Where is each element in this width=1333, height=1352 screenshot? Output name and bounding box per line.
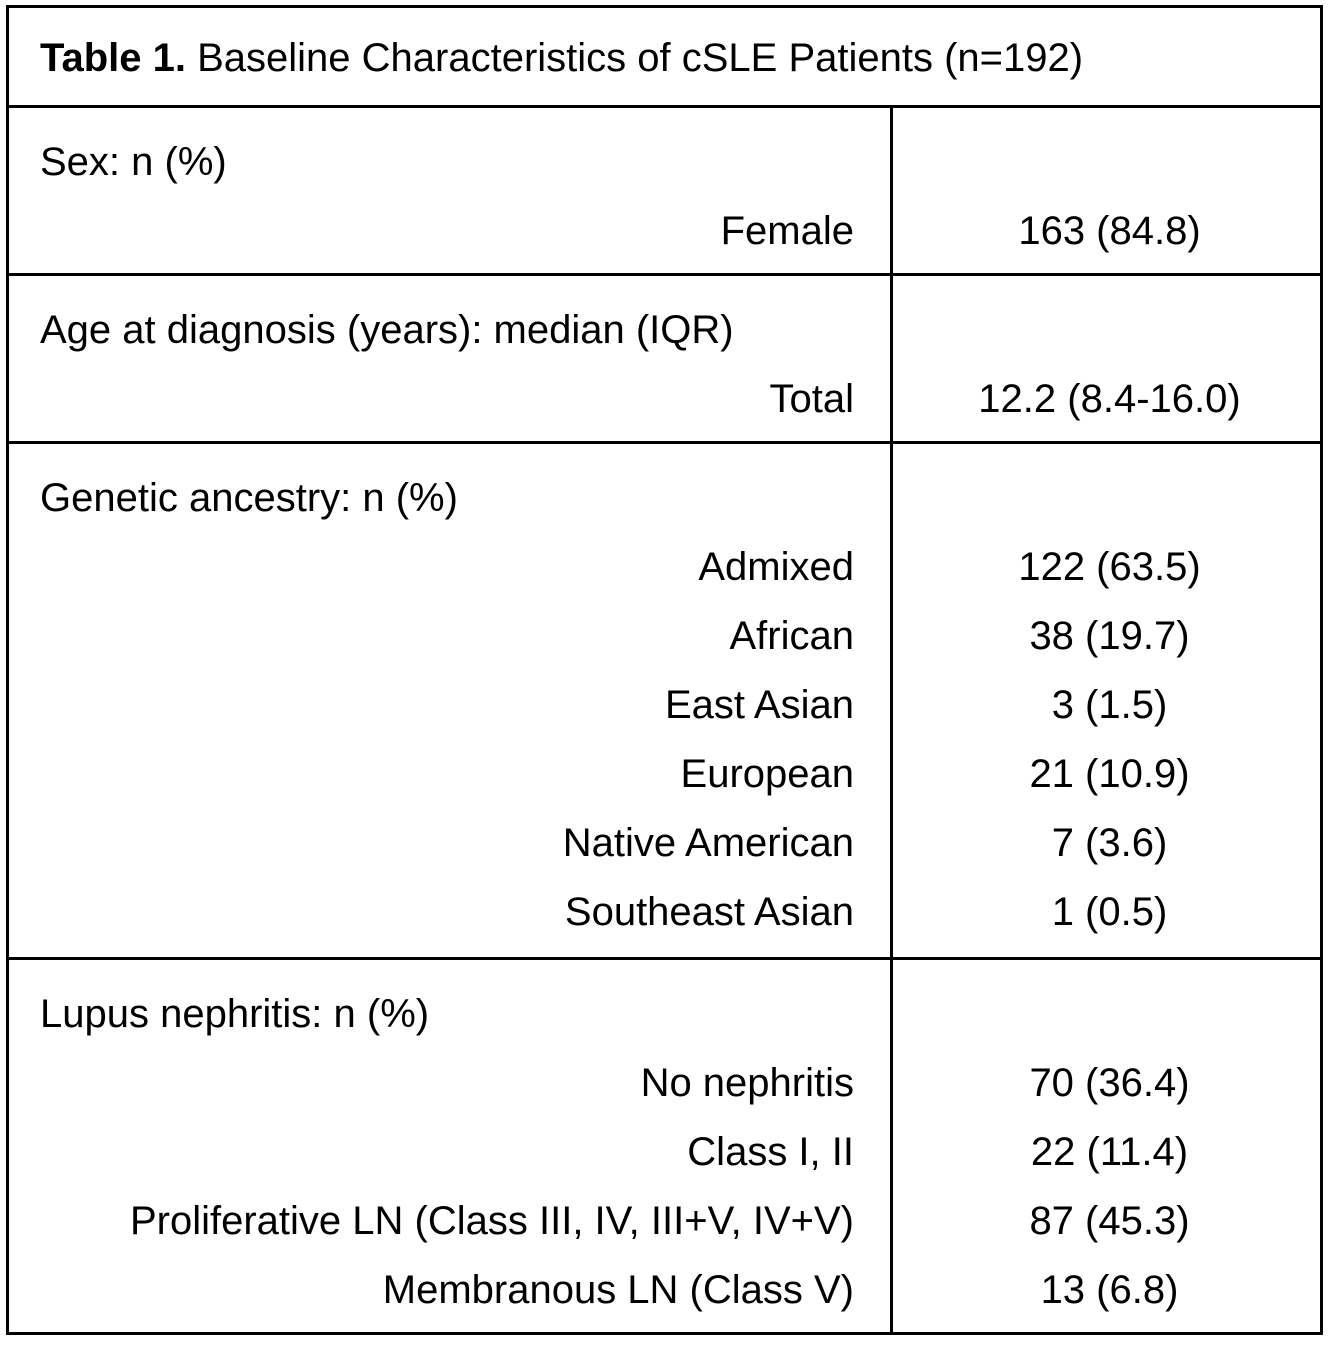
- row-label: Class I, II: [687, 1130, 854, 1174]
- row-label: Female: [720, 209, 854, 253]
- section-heading-row: [9, 128, 1320, 197]
- table-caption: [9, 8, 1320, 108]
- row-label: European: [680, 752, 854, 796]
- table-row: [9, 197, 1320, 266]
- row-value: 21 (10.9): [1029, 752, 1190, 796]
- row-value: 7 (3.6): [1051, 821, 1168, 865]
- table-caption-label: Table 1.: [40, 36, 186, 80]
- section-heading-row: [9, 296, 1320, 365]
- section-heading-row: [9, 980, 1320, 1049]
- table-caption-text: Baseline Characteristics of cSLE Patients (n=192): [185, 36, 1084, 80]
- table-row: [9, 809, 1320, 878]
- row-value: 22 (11.4): [1030, 1130, 1189, 1174]
- section-genetic-ancestry: [9, 444, 1320, 960]
- row-value: 122 (63.5): [1018, 545, 1201, 589]
- table-row: [9, 671, 1320, 740]
- row-value: 1 (0.5): [1051, 890, 1168, 934]
- row-label: African: [729, 614, 854, 658]
- row-label: East Asian: [664, 683, 854, 727]
- section-heading: Lupus nephritis: n (%): [40, 992, 430, 1036]
- table-row: [9, 365, 1320, 434]
- row-label: Native American: [562, 821, 854, 865]
- section-heading: Sex: n (%): [40, 140, 227, 184]
- table-row: [9, 533, 1320, 602]
- row-label: Southeast Asian: [564, 890, 854, 934]
- table-row: [9, 602, 1320, 671]
- row-label: Proliferative LN (Class III, IV, III+V, IV+V): [129, 1199, 854, 1243]
- row-label: Membranous LN (Class V): [382, 1268, 854, 1312]
- table-row: [9, 1256, 1320, 1325]
- row-value: 163 (84.8): [1018, 209, 1201, 253]
- section-heading-row: [9, 464, 1320, 533]
- section-heading: Age at diagnosis (years): median (IQR): [40, 308, 734, 352]
- section-lupus-nephritis: [9, 960, 1320, 1332]
- row-label: Admixed: [698, 545, 854, 589]
- table-row: [9, 740, 1320, 809]
- section-age: [9, 276, 1320, 444]
- row-value: 3 (1.5): [1051, 683, 1168, 727]
- section-sex: [9, 108, 1320, 276]
- row-value: 12.2 (8.4-16.0): [978, 377, 1241, 421]
- table-row: [9, 1187, 1320, 1256]
- characteristics-table: [6, 5, 1323, 1335]
- row-label: No nephritis: [640, 1061, 854, 1105]
- row-label: Total: [769, 377, 854, 421]
- row-value: 13 (6.8): [1040, 1268, 1179, 1312]
- table-row: [9, 878, 1320, 947]
- row-value: 70 (36.4): [1029, 1061, 1190, 1105]
- section-heading: Genetic ancestry: n (%): [40, 476, 458, 520]
- table-row: [9, 1118, 1320, 1187]
- row-value: 38 (19.7): [1029, 614, 1190, 658]
- table-row: [9, 1049, 1320, 1118]
- row-value: 87 (45.3): [1029, 1199, 1190, 1243]
